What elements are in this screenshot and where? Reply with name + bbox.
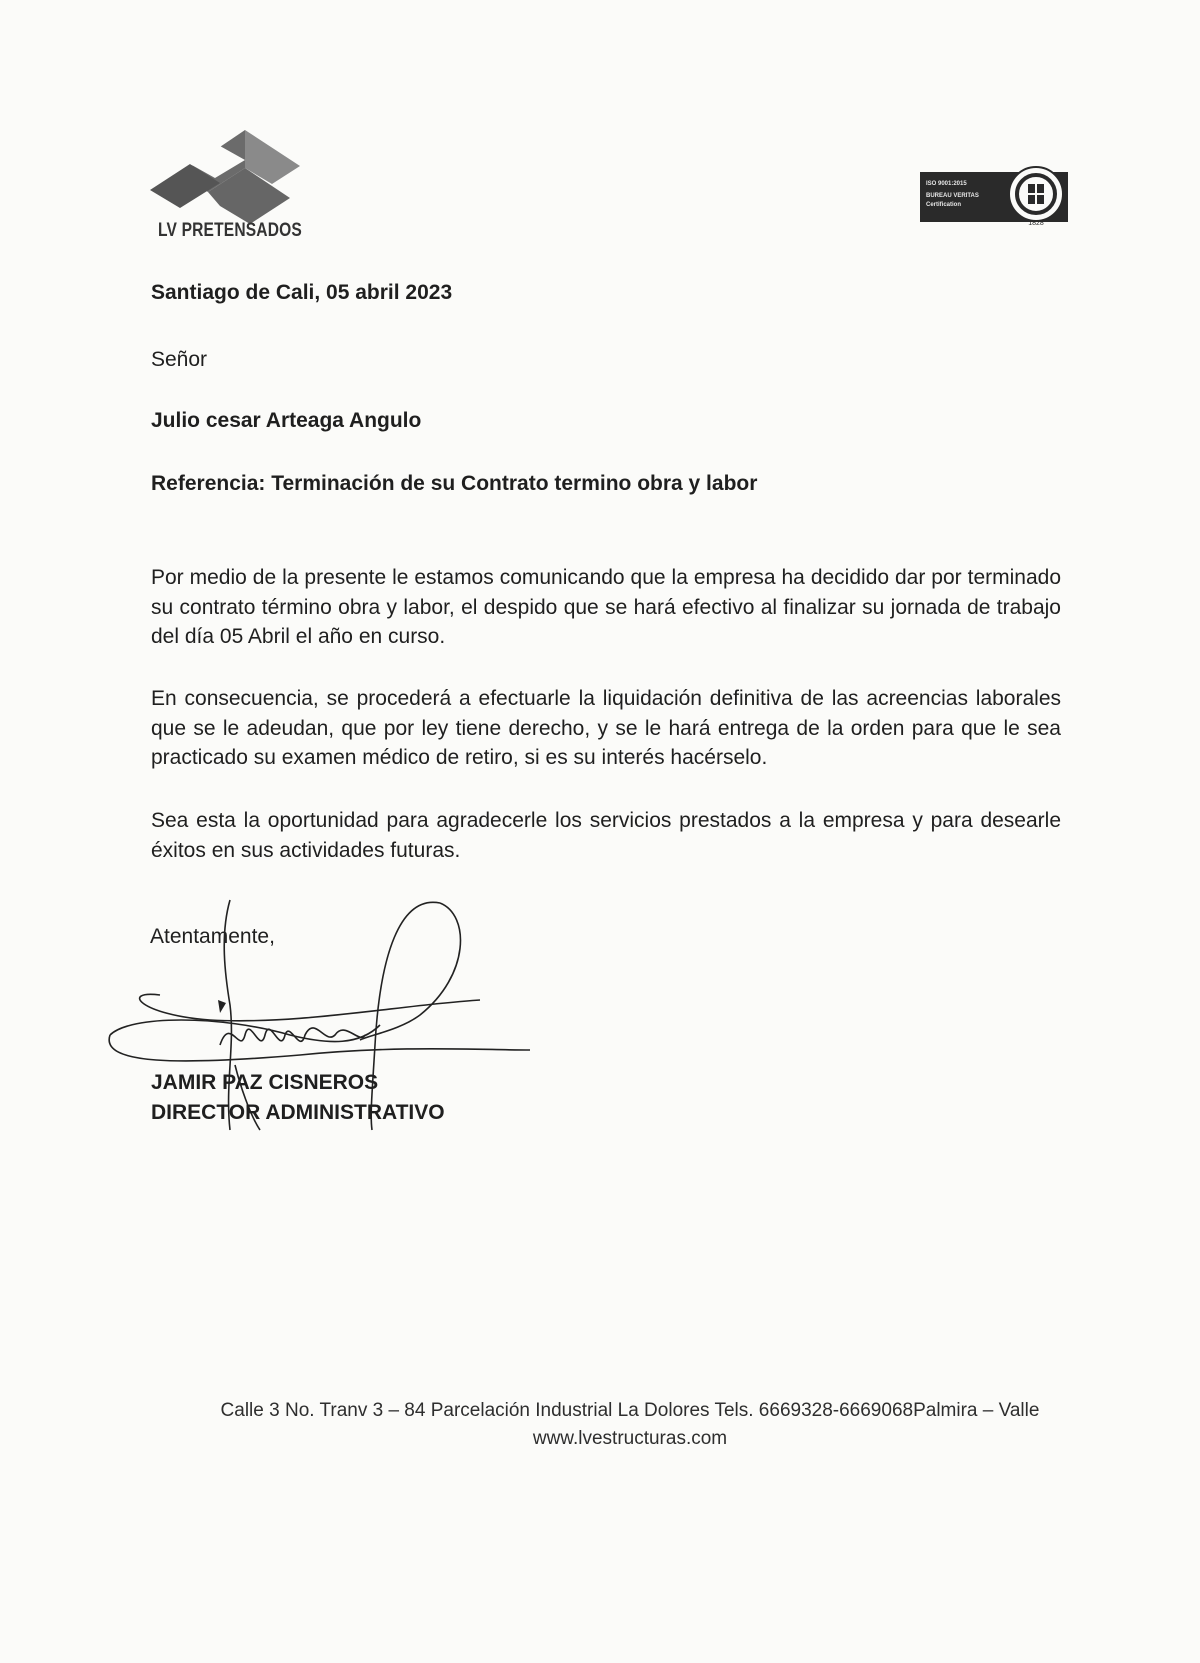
cert-line-2: BUREAU VERITAS [926,193,979,199]
salutation: Señor [151,348,208,371]
paragraph-3: Sea esta la oportunidad para agradecerle los servicios prestados a la empresa y para desearle éxitos en sus actividades futuras. [151,809,1061,862]
company-website: www.lvestructuras.com [532,1428,728,1449]
recipient-name: Julio cesar Arteaga Angulo [151,409,422,432]
cert-line-1: ISO 9001:2015 [926,181,967,187]
closing: Atentamente, [150,925,275,948]
signer-name: JAMIR PAZ CISNEROS [151,1071,379,1094]
certification-badge [920,160,1070,230]
cert-line-3: Certification [926,202,962,208]
paragraph-2: En consecuencia, se procederá a efectuarle la liquidación definitiva de las acreencias laborales que se le adeudan, que por ley tiene derecho, y se le hará entrega de la orden para que le sea practicado su examen médico de retiro, si es su interés hacérselo. [151,687,1061,769]
seal-year: 1828 [1028,220,1044,227]
logo-mark-icon [150,128,300,223]
company-name: LV PRETENSADOS [158,220,302,241]
bureau-veritas-seal-icon [1008,162,1064,228]
company-logo [150,128,310,246]
letterhead-footer [150,1397,1110,1453]
signer-title: DIRECTOR ADMINISTRATIVO [151,1101,445,1124]
paragraph-1: Por medio de la presente le estamos comunicando que la empresa ha decidido dar por terminado su contrato término obra y labor, el despido que se hará efectivo al finalizar su jornada de trabajo del día 05 Abril el año en curso. [151,566,1061,648]
letter-date: Santiago de Cali, 05 abril 2023 [151,281,453,304]
handwritten-signature [100,895,540,1135]
reference-line: Referencia: Terminación de su Contrato termino obra y labor [151,472,758,495]
company-address: Calle 3 No. Tranv 3 – 84 Parcelación Industrial La Dolores Tels. 6669328-6669068Palmira – Valle [220,1400,1040,1421]
